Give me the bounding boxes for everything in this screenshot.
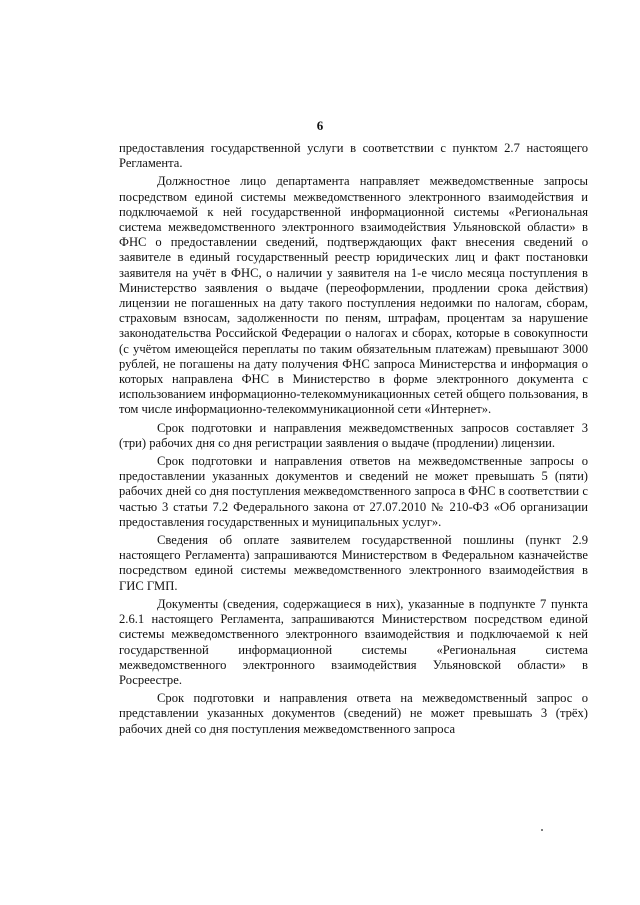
paragraph-response-deadline: Срок подготовки и направления ответов на межведомственные запросы о предоставлении указанных документов и сведений не может превышать 5 (пяти) рабочих дней со дня поступления межведомственного запроса в ФНС в соответствии с частью 3 статьи 7.2 Федерального закона от 27.07.2010 № 210-ФЗ «Об организации предоставления государственных и муниципальных услуг».	[119, 454, 588, 529]
paragraph-interagency-requests-fns: Должностное лицо департамента направляет межведомственные запросы посредством единой системы межведомственного электронного взаимодействия и подключаемой к ней государственной информационной системы «Региональная система межведомственного электронного взаимодействия Ульяновской области» в ФНС о предоставлении сведений, подтверждающих факт внесения сведений о заявителе в единый государственный реестр юридических лиц и факт постановки заявителя на учёт в ФНС, о наличии у заявителя на 1-е число месяца поступления в Министерство заявления о выдаче (переоформлении, продлении срока действия) лицензии не погашенных на дату такого поступления недоимки по налогам, сборам, страховым взносам, задолженности по пеням, штрафам, процентам за нарушение законодательства Российской Федерации о налогах и сборах, которые в совокупности (с учётом имеющейся переплаты по таким обязательным платежам) превышают 3000 рублей, не погашены на дату получения ФНС запроса Министерства и информация о которых направлена ФНС в Министерство в форме электронного документа с использованием информационно-телекоммуникационных сетей общего пользования, в том числе информационно-телекоммуникационной сети «Интернет».	[119, 174, 588, 417]
paragraph-rosreestr-deadline: Срок подготовки и направления ответа на межведомственный запрос о представлении указанных документов (сведений) не может превышать 3 (трёх) рабочих дней со дня поступления межведомственного запроса	[119, 691, 588, 736]
paragraph-rosreestr-documents: Документы (сведения, содержащиеся в них), указанные в подпункте 7 пункта 2.6.1 настоящего Регламента, запрашиваются Министерством посредством единой системы межведомственного электронного взаимодействия и подключаемой к ней государственной информационной системы «Региональная система межведомственного электронного взаимодействия Ульяновской области» в Росреестре.	[119, 596, 588, 687]
page-number: 6	[316, 118, 324, 133]
document-body	[119, 141, 588, 740]
scan-speck	[541, 829, 543, 831]
paragraph-continuation: предоставления государственной услуги в соответствии с пунктом 2.7 настоящего Регламента.	[119, 141, 588, 171]
paragraph-state-duty-info: Сведения об оплате заявителем государственной пошлины (пункт 2.9 настоящего Регламента) запрашиваются Министерством в Федеральном казначействе посредством единой системы межведомственного электронного взаимодействия в ГИС ГМП.	[119, 533, 588, 593]
paragraph-request-deadline: Срок подготовки и направления межведомственных запросов составляет 3 (три) рабочих дня со дня регистрации заявления о выдаче (продлении) лицензии.	[119, 420, 588, 450]
